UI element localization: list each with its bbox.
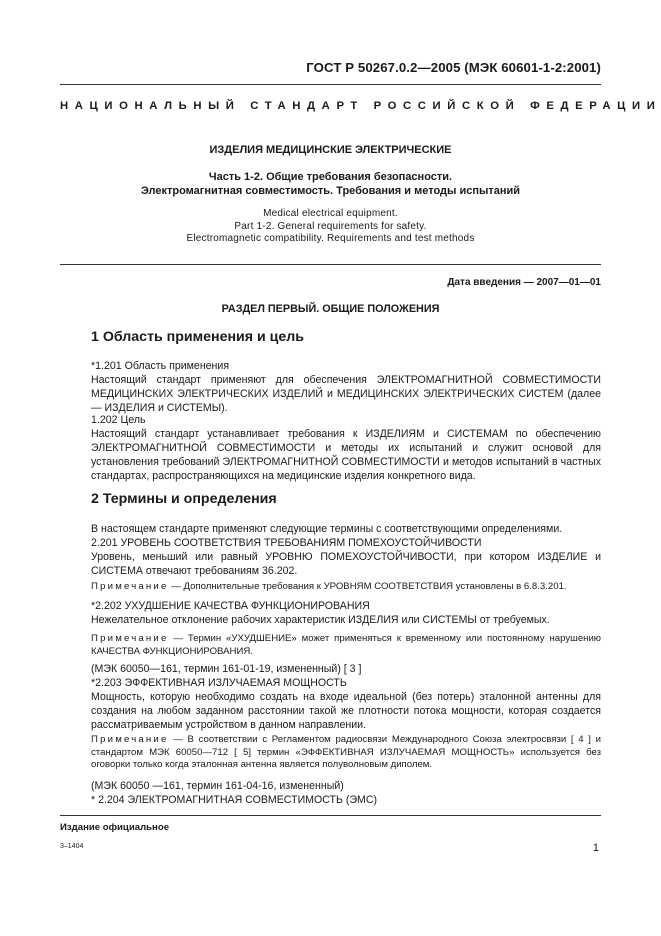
note-2 bbox=[91, 633, 601, 658]
section-2-heading: 2 Термины и определения bbox=[91, 491, 277, 507]
note-3-label: Примечание bbox=[91, 734, 169, 745]
english-title bbox=[60, 208, 601, 246]
clause-1-201-text bbox=[91, 373, 601, 415]
section-2-intro: В настоящем стандарте применяют следующие термины с соответствующими определениями. bbox=[91, 523, 563, 535]
part-title-line-2: Электромагнитная совместимость. Требования и методы испытаний bbox=[140, 185, 521, 197]
note-1-label: Примечание bbox=[91, 581, 169, 592]
official-edition-label: Издание официальное bbox=[60, 822, 170, 833]
note-1-text: — Дополнительные требования к УРОВНЯМ СООТВЕТСТВИЯ установлены в 6.8.3.201. bbox=[171, 581, 567, 592]
section-1-heading: 1 Область применения и цель bbox=[91, 329, 305, 345]
term-2-202-text: Нежелательное отклонение рабочих характеристик ИЗДЕЛИЯ или СИСТЕМЫ от требуемых. bbox=[91, 614, 550, 626]
clause-1-202-text: Настоящий стандарт устанавливает требования к ИЗДЕЛИЯМ и СИСТЕМАМ по обеспечению ЭЛЕКТРОМАГНИТНОЙ СОВМЕСТИМОСТИ и методы их испытаний и служит основой для установления требований ЭЛЕКТРОМАГНИТНОЙ СОВМЕСТИМОСТИ и методов испытаний в частных стандартах, распространяющихся на медицинские изделия конкретного вида. bbox=[91, 428, 601, 482]
note-2-text: — Термин «УХУДШЕНИЕ» может применяться к временному или постоянному нарушению КАЧЕСТВА ФУНКЦИОНИРОВАНИЯ. bbox=[91, 633, 602, 657]
term-2-201-text: Уровень, меньший или равный УРОВНЮ ПОМЕХОУСТОЙЧИВОСТИ, при котором ИЗДЕЛИЕ и СИСТЕМА отвечают требованиям 36.202. bbox=[91, 551, 601, 577]
term-2-203-text: Мощность, которую необходимо создать на входе идеальной (без потерь) эталонной антенны для создания на любом заданном расстоянии такой же плотности потока мощности, которая создается рассматриваемым устройством в данном направлении. bbox=[91, 691, 601, 731]
clause-1-201-body: Настоящий стандарт применяют для обеспечения ЭЛЕКТРОМАГНИТНОЙ СОВМЕСТИМОСТИ МЕДИЦИНСКИХ ЭЛЕКТРИЧЕСКИХ ИЗДЕЛИЙ и МЕДИЦИНСКИХ ЭЛЕКТРИЧЕСКИХ СИСТЕМ (далее — ИЗДЕЛИЯ и СИСТЕМЫ). bbox=[91, 374, 601, 414]
part-title bbox=[60, 170, 601, 198]
print-code: 3–1404 bbox=[60, 843, 84, 850]
english-title-line-2: Part 1-2. General requirements for safety. bbox=[234, 220, 427, 232]
document-title: ИЗДЕЛИЯ МЕДИЦИНСКИЕ ЭЛЕКТРИЧЕСКИЕ bbox=[209, 144, 452, 156]
note-3-text: — В соответствии с Регламентом радиосвязи Международного Союза электросвязи [ 4 ] и стандартом МЭК 60050—712 [ 5] термин «ЭФФЕКТИВНАЯ ИЗЛУЧАЕМАЯ МОЩНОСТЬ» используется без оговорки только когда эталонная антенна является полуволновым диполем. bbox=[91, 734, 601, 770]
section-heading: РАЗДЕЛ ПЕРВЫЙ. ОБЩИЕ ПОЛОЖЕНИЯ bbox=[221, 303, 440, 315]
part-title-line-1: Часть 1-2. Общие требования безопасности. bbox=[208, 171, 453, 183]
term-2-204-title: * 2.204 ЭЛЕКТРОМАГНИТНАЯ СОВМЕСТИМОСТЬ (ЭМС) bbox=[91, 794, 378, 806]
introduction-date: Дата введения — 2007—01—01 bbox=[447, 277, 601, 288]
term-2-202-title: *2.202 УХУДШЕНИЕ КАЧЕСТВА ФУНКЦИОНИРОВАНИЯ bbox=[91, 600, 370, 612]
header-rule bbox=[60, 84, 601, 85]
note-1 bbox=[91, 581, 601, 594]
note-3 bbox=[91, 734, 601, 772]
clause-1-201-title: *1.201 Область применения bbox=[91, 360, 230, 372]
term-2-201-title: 2.201 УРОВЕНЬ СООТВЕТСТВИЯ ТРЕБОВАНИЯМ ПОМЕХОУСТОЙЧИВОСТИ bbox=[91, 537, 482, 549]
english-title-line-1: Medical electrical equipment. bbox=[263, 208, 398, 219]
document-code: ГОСТ Р 50267.0.2—2005 (МЭК 60601-1-2:2001) bbox=[306, 60, 601, 75]
footer-rule bbox=[60, 815, 601, 816]
national-standard-banner: НАЦИОНАЛЬНЫЙ СТАНДАРТ РОССИЙСКОЙ ФЕДЕРАЦИИ bbox=[60, 100, 661, 112]
note-2-label: Примечание bbox=[91, 633, 169, 644]
title-rule bbox=[60, 264, 601, 265]
english-title-line-3: Electromagnetic compatibility. Requirements and test methods bbox=[186, 233, 475, 244]
reference-161-04-16: (МЭК 60050 —161, термин 161-04-16, измененный) bbox=[91, 780, 344, 792]
page-number: 1 bbox=[592, 842, 599, 854]
clause-1-202-title: 1.202 Цель bbox=[91, 414, 146, 426]
reference-161-01-19: (МЭК 60050—161, термин 161-01-19, измененный) [ 3 ] bbox=[91, 663, 362, 675]
term-2-203-title: *2.203 ЭФФЕКТИВНАЯ ИЗЛУЧАЕМАЯ МОЩНОСТЬ bbox=[91, 677, 347, 689]
